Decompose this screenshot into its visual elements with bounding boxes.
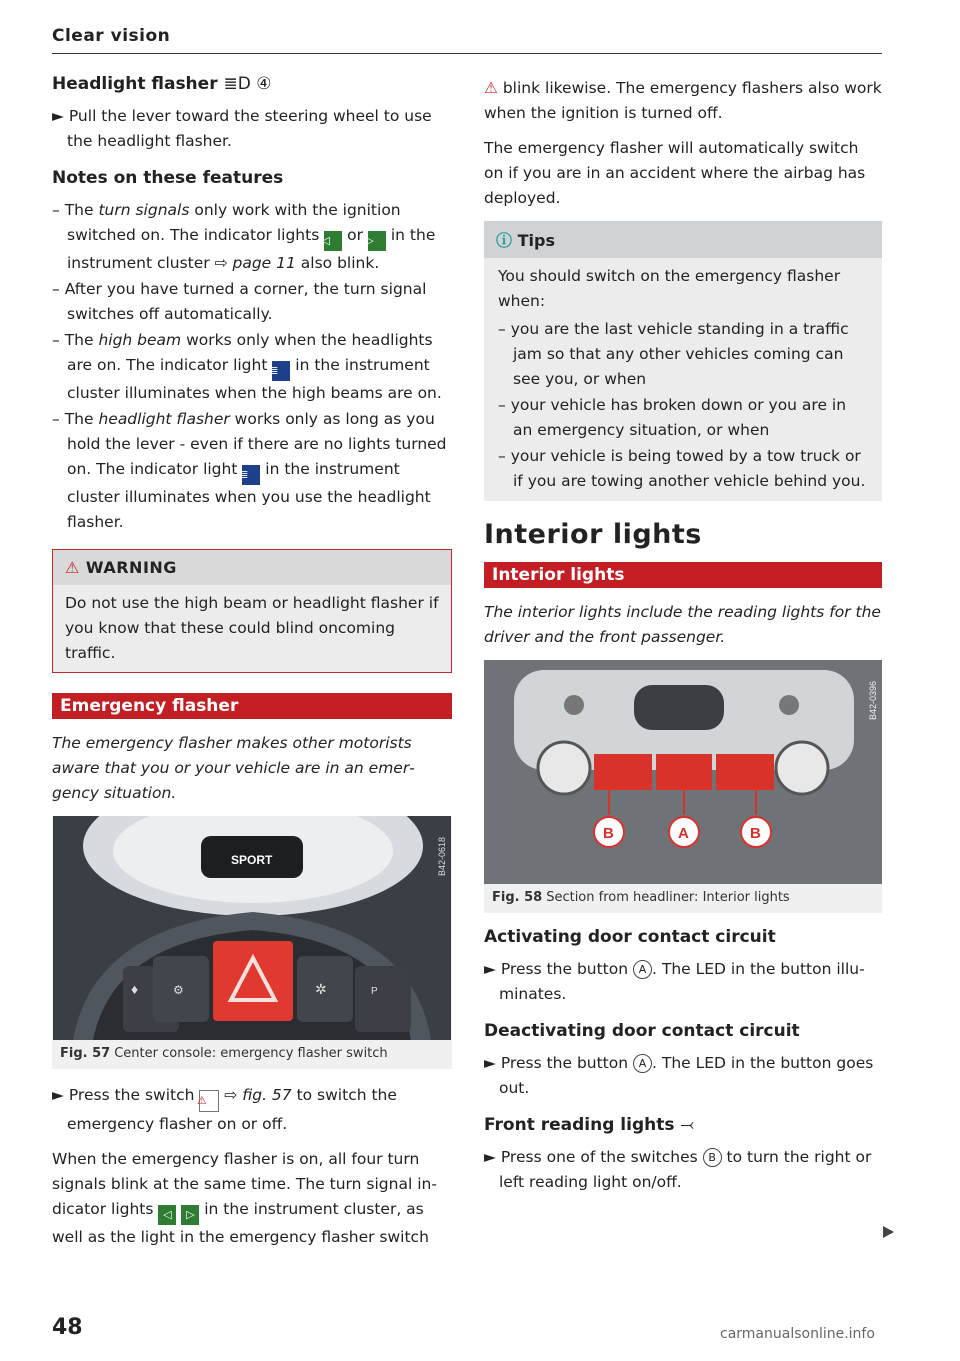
button-a-callout-2: A bbox=[633, 1054, 652, 1073]
page-ref-link[interactable]: ⇨ page 11 bbox=[214, 254, 296, 272]
fig-ref-link[interactable]: ⇨ fig. 57 bbox=[224, 1086, 292, 1104]
airbag-paragraph: The emergency flasher will automatically switch on if you are in an accident where the airbag has deployed. bbox=[484, 139, 866, 207]
page-number: 48 bbox=[52, 1315, 83, 1340]
center-console-image bbox=[52, 816, 452, 1040]
activating-heading: Activating door contact circuit bbox=[484, 927, 776, 947]
turn-left-indicator-icon: ◁ bbox=[324, 231, 342, 251]
figure-58-caption: Fig. 58 Section from headliner: Interior lights bbox=[492, 890, 790, 905]
label-b-left: B bbox=[603, 825, 614, 842]
continue-arrow-icon bbox=[883, 1226, 894, 1238]
high-beam-indicator-icon: ≣ bbox=[272, 361, 290, 381]
activating-step: ► Press the button A . The LED in the button illuminates. bbox=[484, 960, 865, 1003]
svg-text:✲: ✲ bbox=[315, 981, 327, 997]
tips-item-2: – your vehicle has broken down or you are in an emergency situation, or when bbox=[498, 396, 847, 439]
warning-header: ⚠ WARNING bbox=[53, 550, 451, 585]
button-a-callout: A bbox=[633, 960, 652, 979]
interior-lights-bar: Interior lights bbox=[484, 562, 882, 588]
svg-text:P: P bbox=[371, 986, 378, 997]
hazard-triangle-icon: ⚠ bbox=[484, 79, 498, 97]
emergency-paragraph: When the emergency flasher is on, all four turn signals blink at the same time. The turn signal indicator lights ◁ ▷ in the instrument cluster, as well as the light in the emergency flasher switch bbox=[52, 1150, 437, 1246]
tips-header: ⓘ Tips bbox=[484, 221, 882, 258]
info-icon: ⓘ bbox=[496, 231, 513, 250]
tips-item-3: – your vehicle is being towed by a tow truck or if you are towing another vehicle behind you. bbox=[498, 447, 866, 490]
headlight-flasher-heading: Headlight flasher ≣D ④ bbox=[52, 74, 272, 94]
tips-intro: You should switch on the emergency flasher when: bbox=[498, 267, 841, 310]
svg-text:⚙: ⚙ bbox=[173, 983, 184, 997]
turn-right-indicator-icon: ▷ bbox=[368, 231, 386, 251]
sport-button-label: SPORT bbox=[231, 853, 273, 867]
high-beam-indicator-icon-2: ≣ bbox=[242, 465, 260, 485]
notes-heading: Notes on these features bbox=[52, 168, 284, 188]
front-reading-step: ► Press one of the switches B to turn the right or left reading light on/off. bbox=[484, 1148, 872, 1191]
interior-intro: The interior lights include the reading lights for the driver and the front passenger. bbox=[484, 603, 881, 646]
deactivating-step: ► Press the button A . The LED in the button goes out. bbox=[484, 1054, 874, 1097]
note-item-4: – The headlight flasher works only as long as you hold the lever - even if there are no lights turned on. The indicator light ≣ in the instrument cluster illuminates when you use the headlight flasher. bbox=[52, 410, 447, 531]
warning-triangle-icon: ⚠ bbox=[65, 558, 80, 577]
turn-left-indicator-icon-2: ◁ bbox=[158, 1205, 176, 1225]
left-column bbox=[52, 60, 452, 1260]
headlight-flasher-icon: ≣D ④ bbox=[223, 74, 272, 94]
label-b-right: B bbox=[750, 825, 761, 842]
svg-text:♦: ♦ bbox=[131, 981, 139, 997]
warning-box bbox=[52, 549, 452, 673]
emergency-intro: The emergency flasher makes other motorists aware that you or your vehicle are in an emergency situation. bbox=[52, 734, 415, 802]
deactivating-heading: Deactivating door contact circuit bbox=[484, 1021, 800, 1041]
note-item-3: – The high beam works only when the headlights are on. The indicator light ≣ in the instrument cluster illuminates when the high beams are on. bbox=[52, 331, 442, 402]
figure-57-caption: Fig. 57 Center console: emergency flasher switch bbox=[60, 1046, 388, 1061]
turn-right-indicator-icon-2: ▷ bbox=[181, 1205, 199, 1225]
emergency-flasher-bar: Emergency flasher bbox=[52, 693, 452, 719]
figure-58 bbox=[484, 660, 882, 913]
tips-item-1: – you are the last vehicle standing in a traffic jam so that any other vehicles coming can see you, or when bbox=[498, 320, 849, 388]
note-item-1: – The turn signals only work with the ignition switched on. The indicator lights ◁ or ▷ in the instrument cluster ⇨ page 11 also blink. bbox=[52, 201, 436, 272]
note-item-2: – After you have turned a corner, the turn signal switches off automatically. bbox=[52, 280, 427, 323]
continued-paragraph: ⚠ blink likewise. The emergency flashers also work when the ignition is turned off. bbox=[484, 79, 882, 122]
page-section-header: Clear vision bbox=[52, 26, 882, 54]
right-column bbox=[484, 76, 882, 1205]
switch-b-callout: B bbox=[703, 1148, 722, 1167]
emergency-step: ► Press the switch ⚠ ⇨ fig. 57 to switch the emergency flasher on or off. bbox=[52, 1086, 397, 1133]
watermark: carmanualsonline.info bbox=[720, 1326, 875, 1342]
figure-code-2: B42-0396 bbox=[868, 680, 878, 720]
reading-light-icon: ⤙ bbox=[680, 1115, 695, 1135]
warning-text: Do not use the high beam or headlight flasher if you know that these could blind oncoming traffic. bbox=[53, 585, 451, 672]
headliner-image bbox=[484, 660, 882, 884]
figure-57 bbox=[52, 816, 452, 1069]
headlight-step: ► Pull the lever toward the steering wheel to use the headlight flasher. bbox=[52, 107, 432, 150]
label-a: A bbox=[678, 825, 689, 842]
figure-code: B42-0618 bbox=[437, 836, 447, 876]
tips-box bbox=[484, 221, 882, 501]
interior-lights-heading: Interior lights bbox=[484, 519, 702, 550]
hazard-switch-icon: ⚠ bbox=[199, 1090, 219, 1112]
front-reading-heading: Front reading lights ⤙ bbox=[484, 1115, 695, 1135]
